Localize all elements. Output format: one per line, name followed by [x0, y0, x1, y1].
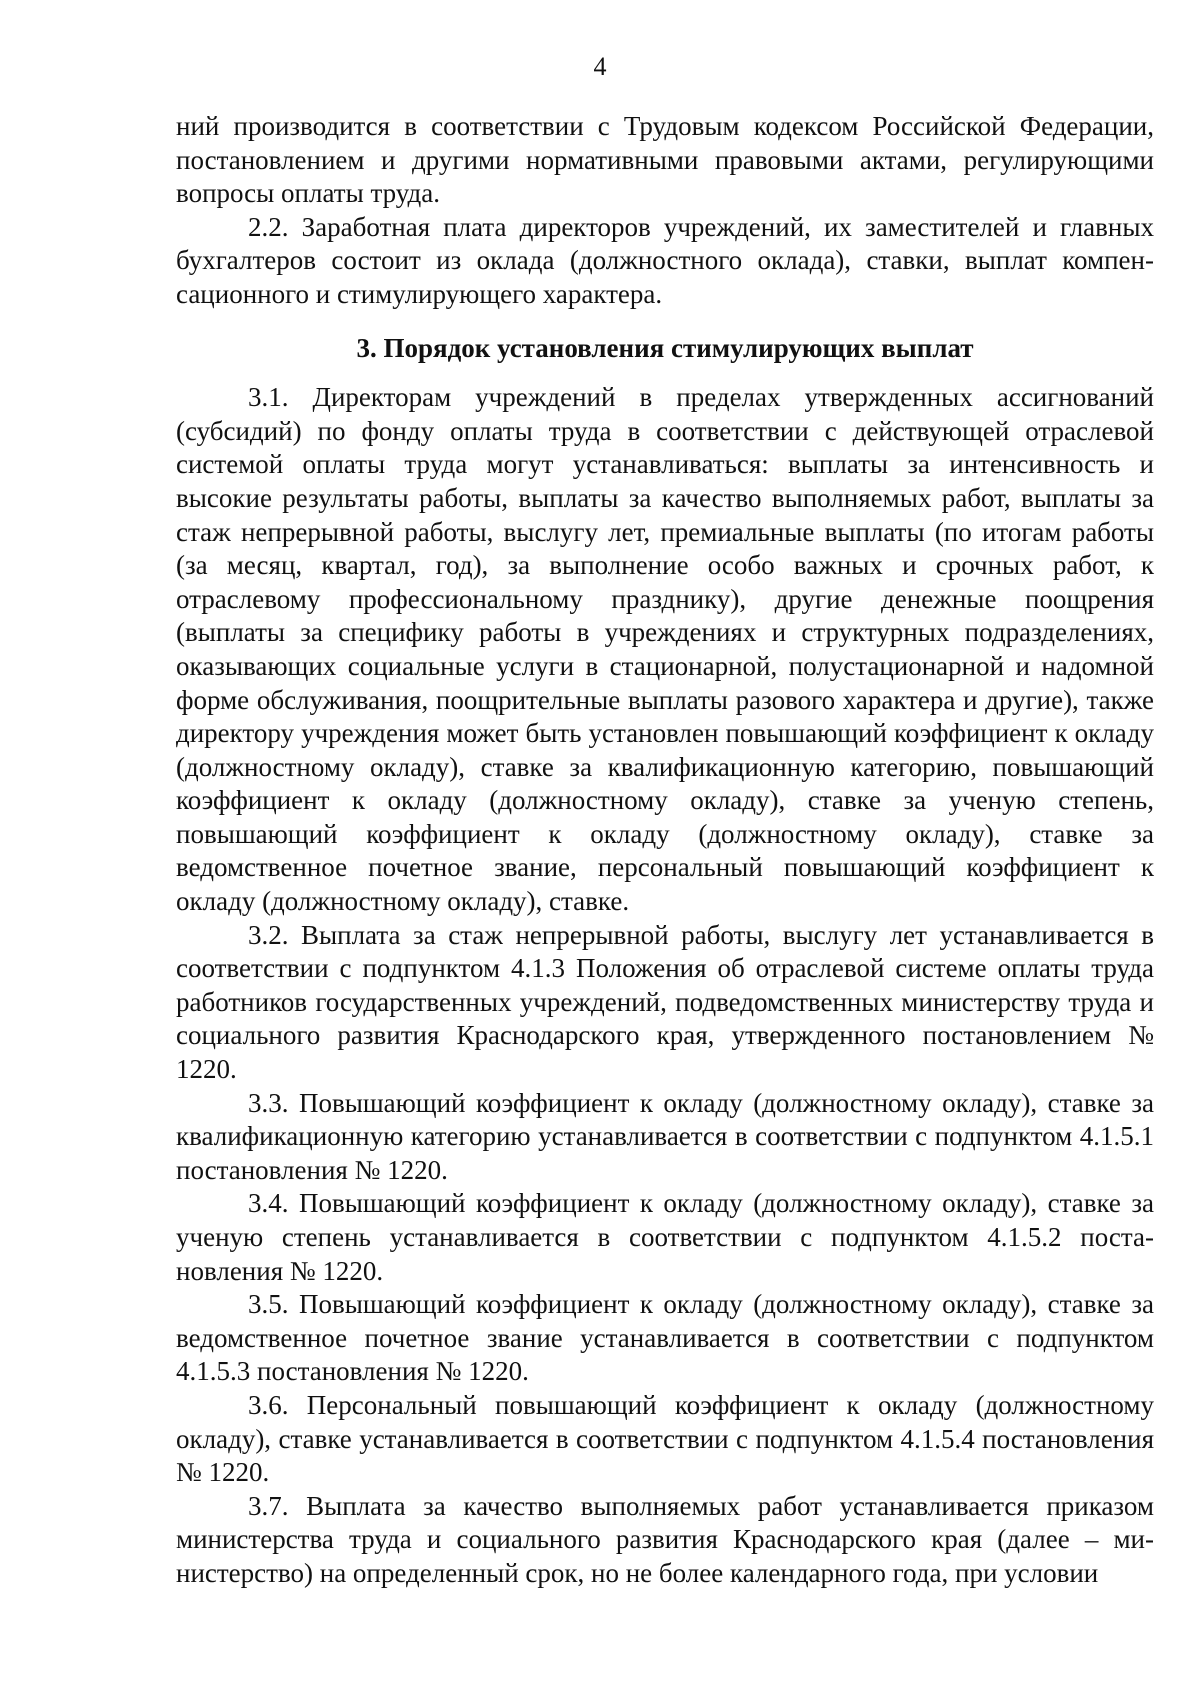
paragraph-continuation: ний производится в соответствии с Трудовым кодексом Российской Федерации, постановлением и другими нормативными правовыми актами, регулирующими вопросы оплаты труда. — [176, 111, 1154, 209]
document-body — [176, 110, 1154, 1591]
paragraph-3-1: 3.1. Директорам учреждений в пределах утвержденных ассигнований (субсидий) по фонду оплаты труда в соответствии с действующей отраслевой системой оплаты труда могут устанавливаться: выплаты за интенсивность и высокие результаты работы, выплаты за качество выполняемых работ, выплаты за стаж непрерывной работы, выслугу лет, премиальные выплаты (по итогам работы (за месяц, квартал, год), за выполнение особо важных и срочных работ, к отраслевому профессиональному празднику), другие денежные поощрения (выплаты за специфику работы в учреждениях и структурных подразделениях, оказывающих социальные услуги в стационарной, полустационарной и надомной форме обслуживания, поощрительные выплаты разового характера и другие), также директору учреждения может быть установлен повышающий коэффициент к окладу (должностному окладу), ставке за квалификационную категорию, повышающий коэффициент к окладу (должностному окладу), ставке за ученую степень, повышающий коэффициент к окладу (должностному окладу), ставке за ведомственное почетное звание, персональный повышающий коэффициент к окладу (должностному окладу), ставке. — [176, 382, 1154, 917]
page-number: 4 — [593, 52, 607, 81]
paragraph-3-5: 3.5. Повышающий коэффициент к окладу (должностному окладу), ставке за ведомственное почетное звание устанавливается в соответствии с подпунктом 4.1.5.3 постановления № 1220. — [176, 1289, 1154, 1387]
paragraph-3-7: 3.7. Выплата за качество выполняемых работ устанавливается приказом министерства труда и социального развития Краснодарского края (далее – министерство) на определенный срок, но не более календарного года, при условии — [176, 1490, 1154, 1588]
paragraph-2-2: 2.2. Заработная плата директоров учреждений, их заместителей и главных бухгалтеров состоит из оклада (должностного оклада), ставки, выплат компенсационного и стимулирующего характера. — [176, 211, 1154, 309]
paragraph-3-4: 3.4. Повышающий коэффициент к окладу (должностному окладу), ставке за ученую степень устанавливается в соответствии с подпунктом 4.1.5.2 постановления № 1220. — [176, 1188, 1154, 1286]
paragraph-3-2: 3.2. Выплата за стаж непрерывной работы, выслугу лет устанавливается в соответствии с подпунктом 4.1.3 Положения об отраслевой системе оплаты труда работников государственных учреждений, подведомственных министерству труда и социального развития Краснодарского края, утвержденного постановлением № 1220. — [176, 919, 1154, 1085]
paragraph-3-3: 3.3. Повышающий коэффициент к окладу (должностному окладу), ставке за квалификационную категорию устанавливается в соответствии с подпунктом 4.1.5.1 постановления № 1220. — [176, 1087, 1154, 1185]
section-heading: 3. Порядок установления стимулирующих выплат — [356, 332, 974, 363]
paragraph-3-6: 3.6. Персональный повышающий коэффициент к окладу (должностному окладу), ставке устанавливается в соответствии с подпунктом 4.1.5.4 постановления № 1220. — [176, 1389, 1154, 1488]
